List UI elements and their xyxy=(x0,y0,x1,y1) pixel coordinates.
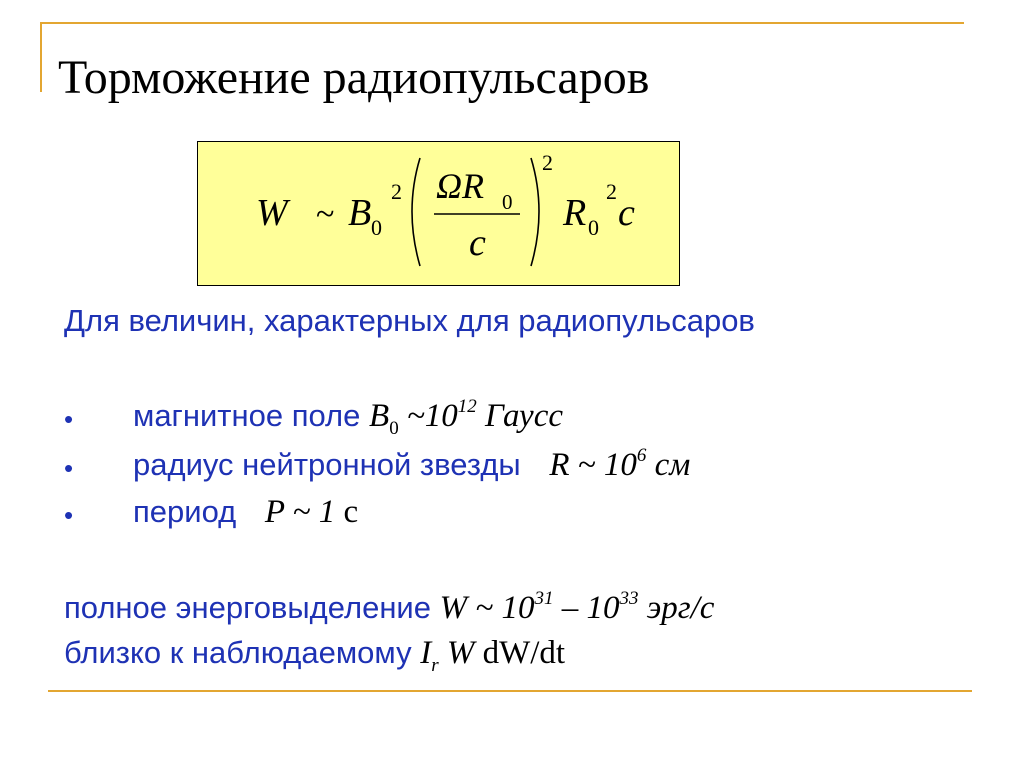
bullet-magnetic-field xyxy=(133,396,564,439)
formula-c: c xyxy=(618,192,635,234)
formula-left-paren xyxy=(412,158,420,266)
bullet-label: радиус нейтронной звезды xyxy=(133,447,521,482)
frame-bottom-line xyxy=(48,690,972,692)
bullet-label: период xyxy=(133,494,237,529)
bullet-exp: 12 xyxy=(457,396,477,417)
formula-paren-exp: 2 xyxy=(542,150,553,175)
slide-title: Торможение радиопульсаров xyxy=(58,51,650,104)
observed-I: I xyxy=(420,635,432,671)
bullet-symbol: P ~ 1 xyxy=(264,494,336,530)
formula-right-paren xyxy=(531,158,539,266)
observed-line xyxy=(64,635,566,676)
bullet-marker-1: • xyxy=(64,404,74,434)
energy-line xyxy=(64,588,715,626)
bullet-exp: 6 xyxy=(636,445,647,466)
bullet-symbol: B xyxy=(369,398,390,434)
intro-text: Для величин, характерных для радиопульсаров xyxy=(64,303,755,338)
bullet-star-radius xyxy=(133,445,691,483)
formula-R-exp: 2 xyxy=(606,179,617,204)
energy-dash: – 10 xyxy=(553,590,620,626)
bullet-marker-2: • xyxy=(64,453,74,483)
energy-exp-low: 31 xyxy=(534,588,554,609)
formula-box xyxy=(197,141,680,286)
energy-unit: эрг/с xyxy=(638,590,715,626)
frame-left-line xyxy=(40,22,42,92)
frame-top-line xyxy=(40,22,964,24)
bullet-unit: см xyxy=(646,447,691,483)
formula-R-sub: 0 xyxy=(588,215,599,240)
formula-tilde: ~ xyxy=(316,196,335,233)
energy-label: полное энерговыделение xyxy=(64,590,440,625)
bullet-symbol: R ~ 10 xyxy=(549,447,637,483)
bullet-unit: с xyxy=(335,494,359,530)
bullet-label: магнитное поле xyxy=(133,398,361,433)
bullet-sub: 0 xyxy=(389,418,399,439)
bullet-unit: Гаусс xyxy=(476,398,564,434)
energy-expr: W ~ 10 xyxy=(439,590,535,626)
observed-r-sub: r xyxy=(431,655,439,676)
bullet-marker-3: • xyxy=(64,500,74,530)
formula-B-exp: 2 xyxy=(391,179,402,204)
bullet-relation: ~10 xyxy=(398,398,458,434)
formula-W: W xyxy=(256,192,288,234)
observed-W: W xyxy=(438,635,483,671)
formula-B-sub: 0 xyxy=(371,215,382,240)
formula-B: B xyxy=(348,192,372,234)
bullet-period xyxy=(133,496,358,529)
formula-svg xyxy=(198,142,681,287)
formula-r-sub: 0 xyxy=(502,190,513,214)
formula-denominator-c: c xyxy=(469,222,486,264)
formula-omega-r: ΩR xyxy=(436,166,485,206)
observed-derivative: dW/dt xyxy=(482,635,566,671)
energy-exp-high: 33 xyxy=(619,588,639,609)
formula-R: R xyxy=(563,192,587,234)
observed-label: близко к наблюдаемому xyxy=(64,635,421,670)
